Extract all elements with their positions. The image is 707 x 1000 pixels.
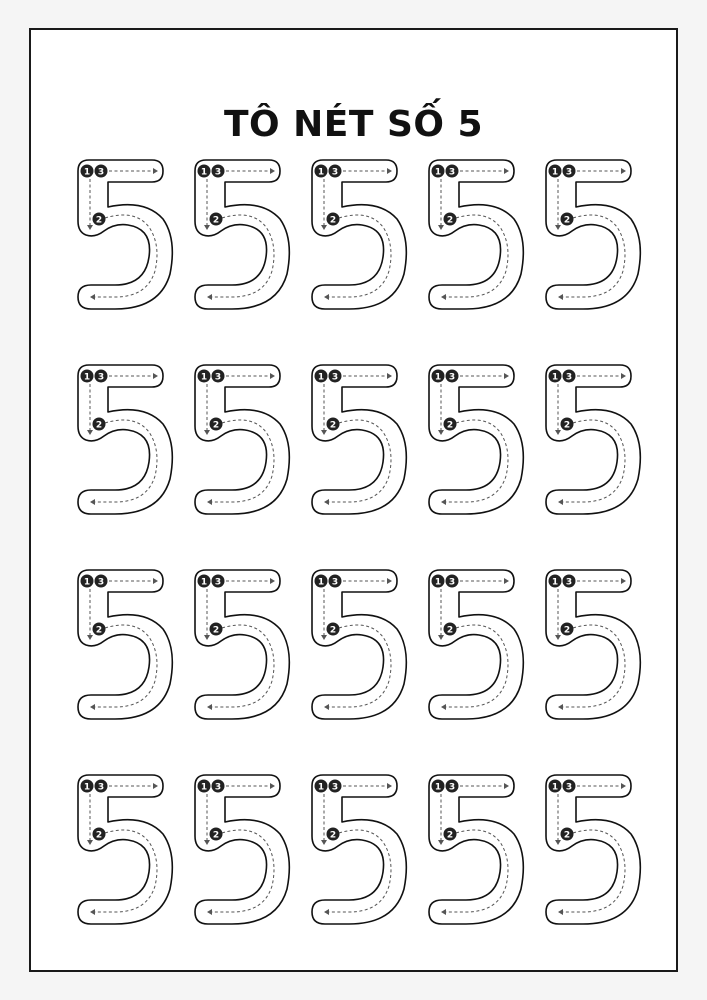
marker-1 xyxy=(432,370,445,383)
svg-text:2: 2 xyxy=(95,420,103,431)
svg-text:2: 2 xyxy=(95,830,103,841)
svg-text:3: 3 xyxy=(448,782,456,793)
marker-1 xyxy=(315,780,328,793)
marker-3 xyxy=(329,575,342,588)
tracing-digit-20[interactable] xyxy=(543,774,660,979)
digit-outline xyxy=(543,364,643,524)
svg-text:1: 1 xyxy=(200,782,208,793)
svg-text:3: 3 xyxy=(97,372,105,383)
svg-text:1: 1 xyxy=(551,167,559,178)
digit-outline-path xyxy=(546,365,640,514)
marker-2 xyxy=(561,623,574,636)
marker-2 xyxy=(444,828,457,841)
svg-text:1: 1 xyxy=(434,372,442,383)
marker-1 xyxy=(549,575,562,588)
tracing-digit-10[interactable] xyxy=(543,364,660,569)
svg-text:3: 3 xyxy=(565,372,573,383)
svg-text:3: 3 xyxy=(331,372,339,383)
marker-1 xyxy=(549,780,562,793)
marker-3 xyxy=(446,165,459,178)
digit-outline xyxy=(192,159,292,319)
svg-text:3: 3 xyxy=(448,372,456,383)
svg-text:2: 2 xyxy=(446,625,454,636)
svg-text:2: 2 xyxy=(563,420,571,431)
svg-text:1: 1 xyxy=(317,577,325,588)
svg-text:3: 3 xyxy=(97,782,105,793)
marker-2 xyxy=(327,623,340,636)
marker-2 xyxy=(93,418,106,431)
marker-3 xyxy=(446,370,459,383)
svg-text:3: 3 xyxy=(565,782,573,793)
marker-3 xyxy=(212,370,225,383)
digit-outline xyxy=(426,159,526,319)
svg-text:3: 3 xyxy=(97,577,105,588)
tracing-digit-13[interactable] xyxy=(309,569,426,774)
svg-text:2: 2 xyxy=(563,215,571,226)
digit-outline-path xyxy=(195,160,289,309)
svg-text:1: 1 xyxy=(200,372,208,383)
digit-outline-path xyxy=(195,365,289,514)
marker-2 xyxy=(210,418,223,431)
svg-text:3: 3 xyxy=(448,577,456,588)
tracing-digit-3[interactable] xyxy=(309,159,426,364)
svg-text:2: 2 xyxy=(212,830,220,841)
digit-outline xyxy=(426,774,526,934)
svg-text:2: 2 xyxy=(446,420,454,431)
digit-outline xyxy=(192,569,292,729)
svg-text:2: 2 xyxy=(446,215,454,226)
marker-3 xyxy=(95,575,108,588)
svg-text:2: 2 xyxy=(95,625,103,636)
svg-text:1: 1 xyxy=(83,167,91,178)
marker-2 xyxy=(210,213,223,226)
svg-text:3: 3 xyxy=(214,372,222,383)
digit-outline-path xyxy=(429,365,523,514)
svg-text:2: 2 xyxy=(329,830,337,841)
svg-text:1: 1 xyxy=(434,577,442,588)
digit-outline xyxy=(75,569,175,729)
marker-3 xyxy=(95,370,108,383)
marker-2 xyxy=(93,623,106,636)
svg-text:1: 1 xyxy=(83,577,91,588)
marker-3 xyxy=(95,780,108,793)
marker-1 xyxy=(81,370,94,383)
worksheet-title: TÔ NÉT SỐ 5 xyxy=(223,104,484,145)
digit-outline xyxy=(75,159,175,319)
tracing-digit-12[interactable] xyxy=(192,569,309,774)
svg-text:2: 2 xyxy=(212,420,220,431)
svg-text:1: 1 xyxy=(434,167,442,178)
svg-text:3: 3 xyxy=(97,167,105,178)
svg-text:2: 2 xyxy=(329,215,337,226)
marker-1 xyxy=(198,165,211,178)
svg-text:2: 2 xyxy=(329,625,337,636)
marker-1 xyxy=(198,575,211,588)
svg-text:1: 1 xyxy=(83,372,91,383)
digit-outline xyxy=(309,569,409,729)
tracing-digit-19[interactable] xyxy=(426,774,543,979)
marker-3 xyxy=(329,165,342,178)
svg-text:3: 3 xyxy=(331,167,339,178)
tracing-digit-17[interactable] xyxy=(192,774,309,979)
digit-outline xyxy=(75,774,175,934)
marker-2 xyxy=(93,828,106,841)
digit-outline-path xyxy=(312,570,406,719)
svg-text:2: 2 xyxy=(95,215,103,226)
digit-outline-path xyxy=(429,775,523,924)
marker-2 xyxy=(444,623,457,636)
svg-text:3: 3 xyxy=(214,167,222,178)
digit-outline xyxy=(75,364,175,524)
marker-1 xyxy=(315,575,328,588)
marker-2 xyxy=(210,623,223,636)
digit-outline xyxy=(543,774,643,934)
digit-outline xyxy=(192,774,292,934)
tracing-digit-11[interactable] xyxy=(75,569,192,774)
marker-1 xyxy=(81,780,94,793)
svg-text:2: 2 xyxy=(212,625,220,636)
digit-outline xyxy=(426,569,526,729)
tracing-digit-5[interactable] xyxy=(543,159,660,364)
svg-text:2: 2 xyxy=(212,215,220,226)
svg-text:3: 3 xyxy=(565,167,573,178)
tracing-digit-4[interactable] xyxy=(426,159,543,364)
svg-text:1: 1 xyxy=(551,372,559,383)
tracing-digit-15[interactable] xyxy=(543,569,660,774)
tracing-digit-6[interactable] xyxy=(75,364,192,569)
marker-2 xyxy=(444,418,457,431)
digit-outline-path xyxy=(312,365,406,514)
svg-text:1: 1 xyxy=(317,782,325,793)
svg-text:3: 3 xyxy=(214,577,222,588)
marker-2 xyxy=(561,418,574,431)
svg-text:3: 3 xyxy=(448,167,456,178)
marker-1 xyxy=(81,575,94,588)
tracing-digit-8[interactable] xyxy=(309,364,426,569)
digit-outline xyxy=(543,569,643,729)
worksheet-page xyxy=(29,28,678,972)
digit-outline-path xyxy=(546,775,640,924)
digit-outline-path xyxy=(546,570,640,719)
digit-outline-path xyxy=(429,570,523,719)
marker-1 xyxy=(315,165,328,178)
svg-text:2: 2 xyxy=(563,830,571,841)
marker-3 xyxy=(563,575,576,588)
digit-outline xyxy=(309,364,409,524)
marker-2 xyxy=(444,213,457,226)
marker-2 xyxy=(210,828,223,841)
svg-text:2: 2 xyxy=(329,420,337,431)
svg-text:1: 1 xyxy=(317,372,325,383)
marker-2 xyxy=(561,213,574,226)
marker-1 xyxy=(549,370,562,383)
digit-outline xyxy=(543,159,643,319)
digit-outline-path xyxy=(195,570,289,719)
digit-outline-path xyxy=(78,775,172,924)
svg-text:3: 3 xyxy=(331,577,339,588)
tracing-digit-7[interactable] xyxy=(192,364,309,569)
tracing-grid xyxy=(75,159,665,979)
tracing-digit-9[interactable] xyxy=(426,364,543,569)
digit-outline-path xyxy=(429,160,523,309)
digit-outline-path xyxy=(546,160,640,309)
svg-text:3: 3 xyxy=(331,782,339,793)
tracing-digit-1[interactable] xyxy=(75,159,192,364)
marker-1 xyxy=(432,575,445,588)
digit-outline-path xyxy=(195,775,289,924)
digit-outline-path xyxy=(78,365,172,514)
marker-3 xyxy=(446,575,459,588)
digit-outline-path xyxy=(78,160,172,309)
tracing-digit-14[interactable] xyxy=(426,569,543,774)
marker-3 xyxy=(563,780,576,793)
svg-text:1: 1 xyxy=(200,167,208,178)
marker-3 xyxy=(212,575,225,588)
digit-outline xyxy=(309,159,409,319)
digit-outline xyxy=(192,364,292,524)
marker-2 xyxy=(327,213,340,226)
digit-outline-path xyxy=(78,570,172,719)
marker-2 xyxy=(327,828,340,841)
marker-3 xyxy=(95,165,108,178)
marker-1 xyxy=(432,165,445,178)
digit-outline xyxy=(426,364,526,524)
marker-1 xyxy=(315,370,328,383)
svg-text:3: 3 xyxy=(565,577,573,588)
marker-3 xyxy=(329,780,342,793)
marker-3 xyxy=(329,370,342,383)
digit-outline xyxy=(309,774,409,934)
svg-text:1: 1 xyxy=(200,577,208,588)
marker-1 xyxy=(198,780,211,793)
tracing-digit-18[interactable] xyxy=(309,774,426,979)
svg-text:1: 1 xyxy=(551,577,559,588)
marker-3 xyxy=(563,370,576,383)
marker-1 xyxy=(432,780,445,793)
tracing-digit-2[interactable] xyxy=(192,159,309,364)
marker-1 xyxy=(549,165,562,178)
tracing-digit-16[interactable] xyxy=(75,774,192,979)
svg-text:2: 2 xyxy=(563,625,571,636)
marker-3 xyxy=(563,165,576,178)
marker-3 xyxy=(446,780,459,793)
marker-2 xyxy=(327,418,340,431)
digit-outline-path xyxy=(312,160,406,309)
svg-text:1: 1 xyxy=(83,782,91,793)
svg-text:3: 3 xyxy=(214,782,222,793)
marker-2 xyxy=(93,213,106,226)
svg-text:1: 1 xyxy=(317,167,325,178)
marker-3 xyxy=(212,780,225,793)
marker-3 xyxy=(212,165,225,178)
svg-text:1: 1 xyxy=(434,782,442,793)
marker-1 xyxy=(198,370,211,383)
digit-outline-path xyxy=(312,775,406,924)
svg-text:2: 2 xyxy=(446,830,454,841)
svg-text:1: 1 xyxy=(551,782,559,793)
marker-2 xyxy=(561,828,574,841)
marker-1 xyxy=(81,165,94,178)
